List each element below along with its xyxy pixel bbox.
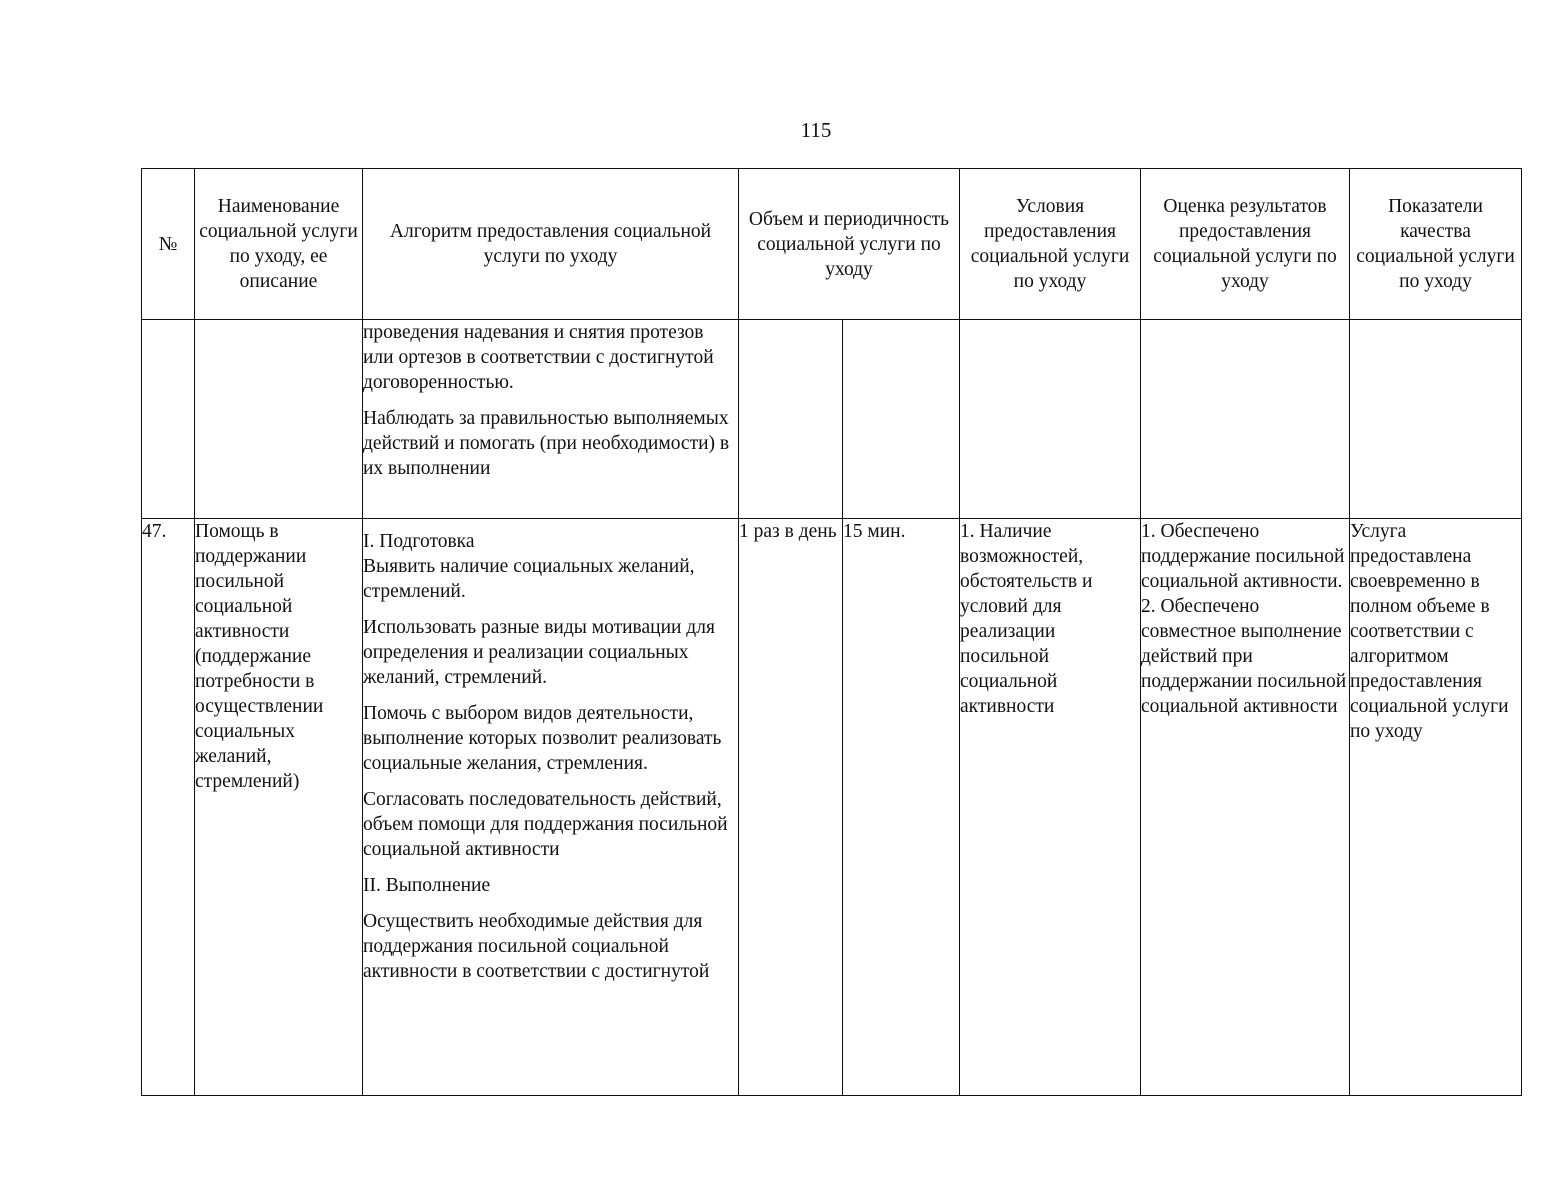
table-row-continuation <box>142 320 1522 519</box>
cell-name <box>195 320 363 519</box>
algorithm-paragraph: Осуществить необходимые действия для поддержания посильной социальной активности в соответствии с достигнутой <box>363 911 710 982</box>
algorithm-paragraph: Помочь с выбором видов деятельности, выполнение которых позволит реализовать социальные желания, стремления. <box>363 703 722 774</box>
header-volume: Объем и периодичность социальной услуги по уходу <box>739 169 960 320</box>
cell-evaluation: 1. Обеспечено поддержание посильной социальной активности. 2. Обеспечено совместное выполнение действий при поддержании посильной социальной активности <box>1141 519 1350 1096</box>
header-quality: Показатели качества социальной услуги по уходу <box>1350 169 1522 320</box>
cell-evaluation <box>1141 320 1350 519</box>
cell-conditions <box>960 320 1141 519</box>
algorithm-paragraph: проведения надевания и снятия протезов или ортезов в соответствии с достигнутой договоренностью. <box>363 322 714 393</box>
header-name: Наименование социальной услуги по уходу, ее описание <box>195 169 363 320</box>
algorithm-paragraph: Согласовать последовательность действий, объем помощи для поддержания посильной социальной активности <box>363 789 728 860</box>
header-conditions: Условия предоставления социальной услуги по уходу <box>960 169 1141 320</box>
cell-num: 47. <box>142 519 195 1096</box>
cell-name: Помощь в поддержании посильной социальной активности (поддержание потребности в осуществлении социальных желаний, стремлений) <box>195 519 363 1096</box>
cell-quality: Услуга предоставлена своевременно в полном объеме в соответствии с алгоритмом предоставления социальной услуги по уходу <box>1350 519 1522 1096</box>
cell-periodicity: 1 раз в день <box>739 519 843 1096</box>
table-row-47 <box>142 519 1522 1096</box>
header-num: № <box>142 169 195 320</box>
cell-periodicity <box>739 320 843 519</box>
algorithm-paragraph: Наблюдать за правильностью выполняемых действий и помогать (при необходимости) в их выполнении <box>363 408 730 479</box>
cell-duration <box>843 320 960 519</box>
header-evaluation: Оценка результатов предоставления социальной услуги по уходу <box>1141 169 1350 320</box>
cell-duration: 15 мин. <box>843 519 960 1096</box>
table-header-row <box>142 169 1522 320</box>
cell-algorithm <box>363 320 739 519</box>
services-table <box>141 168 1522 1096</box>
cell-quality <box>1350 320 1522 519</box>
algorithm-paragraph: II. Выполнение <box>363 875 491 896</box>
algorithm-paragraph: Использовать разные виды мотивации для определения и реализации социальных желаний, стремлений. <box>363 617 715 688</box>
cell-conditions: 1. Наличие возможностей, обстоятельств и условий для реализации посильной социальной активности <box>960 519 1141 1096</box>
cell-num <box>142 320 195 519</box>
cell-algorithm <box>363 519 739 1096</box>
page-number: 115 <box>800 118 832 142</box>
algorithm-paragraph: I. Подготовка Выявить наличие социальных желаний, стремлений. <box>363 531 695 602</box>
header-algorithm: Алгоритм предоставления социальной услуги по уходу <box>363 169 739 320</box>
